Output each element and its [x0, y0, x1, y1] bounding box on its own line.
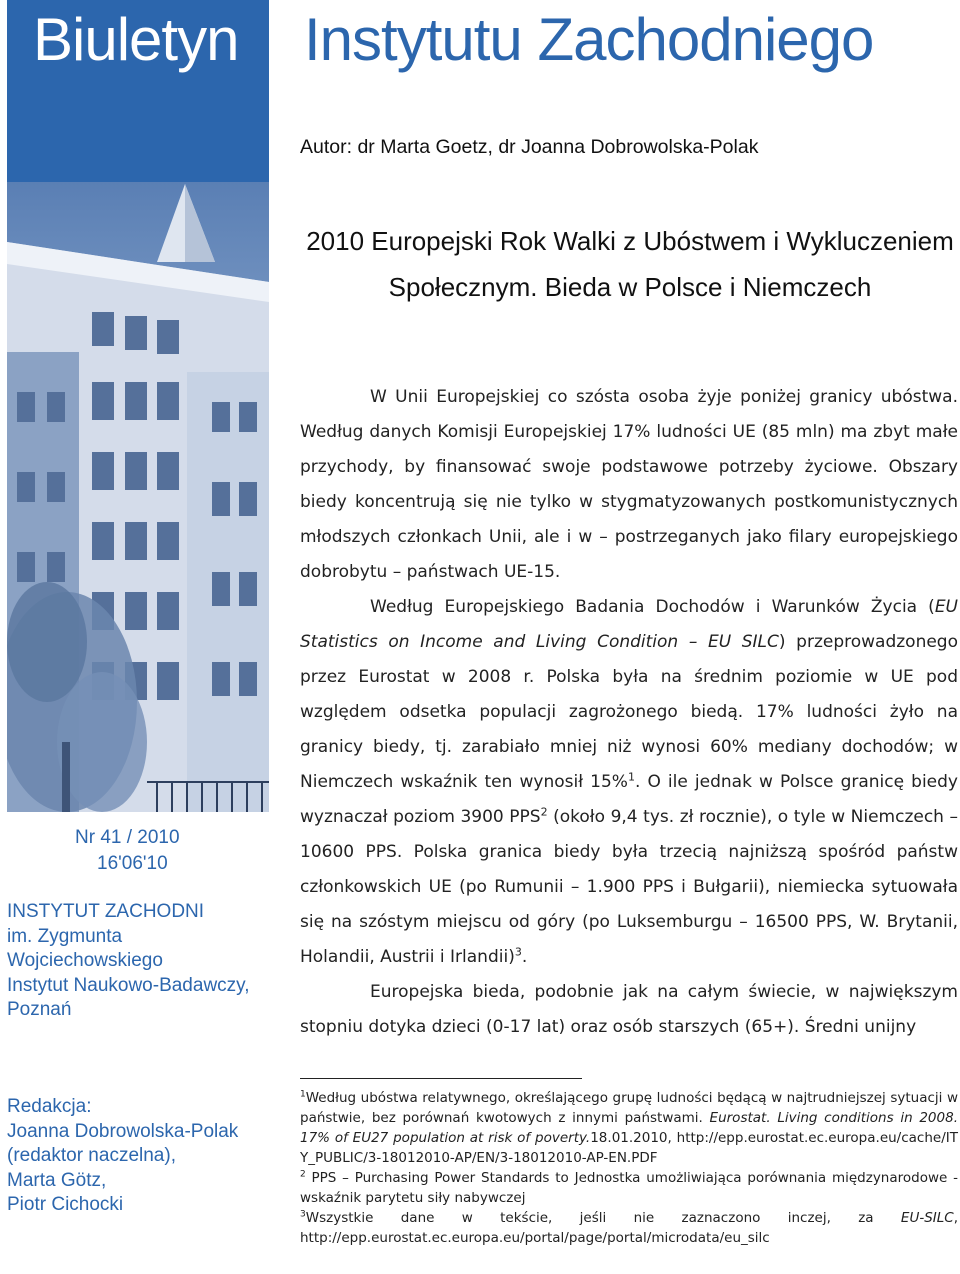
institute-line: im. Zygmunta — [7, 925, 123, 947]
building-illustration — [7, 182, 269, 812]
footnote-2-text: PPS – Purchasing Power Standards to Jednostka umożliwiająca porównania międzynarodowe - wskaźnik parytetu siły nabywczej — [300, 1170, 958, 1206]
article-author: Autor: dr Marta Goetz, dr Joanna Dobrowolska-Polak — [300, 136, 759, 158]
paragraph-2 — [300, 590, 958, 975]
issue-date: 16'06'10 — [97, 853, 168, 874]
article-title — [300, 218, 960, 310]
footnote-ref-3[interactable]: 3 — [514, 945, 522, 959]
footnotes — [300, 1088, 958, 1248]
masthead-banner — [7, 0, 269, 182]
p2-text: Według Europejskiego Badania Dochodów i Warunków Życia ( — [370, 597, 935, 617]
footnote-ref-1[interactable]: 1 — [627, 770, 635, 784]
footnote-1 — [300, 1088, 958, 1168]
footnote-3-link[interactable]: , http://epp.eurostat.ec.europa.eu/portal/page/portal/microdata/eu_silc — [300, 1210, 958, 1246]
footnote-2-number: 2 — [300, 1169, 306, 1180]
footnote-3 — [300, 1208, 958, 1248]
p2-text: . O ile jednak w Polsce granicę biedy wyznaczał poziom 3900 PPS — [300, 772, 958, 827]
editorial-line: Piotr Cichocki — [7, 1194, 124, 1215]
masthead-word-biuletyn: Biuletyn — [33, 6, 239, 73]
editorial-line: Marta Götz, — [7, 1169, 107, 1191]
footnote-1-text: Według ubóstwa relatywnego, określającego grupę ludności będącą w najtrudniejszej sytuacji w państwie, bez porównań kwotowych z innymi państwami. — [300, 1090, 958, 1126]
footnote-3-text: Wszystkie dane w tekście, jeśli nie zaznaczono inczej, za — [305, 1210, 901, 1226]
p2-text: . — [521, 947, 528, 967]
title-line-1: 2010 Europejski Rok Walki z Ubóstwem i Wykluczeniem — [306, 226, 954, 256]
paragraph-1: W Unii Europejskiej co szósta osoba żyje poniżej granicy ubóstwa. Według danych Komisji Europejskiej 17% ludności UE (85 mln) ma zbyt małe przychody, by finansować swoje podstawowe potrzeby życiowe. Obszary biedy koncentrują się nie tylko w stygmatyzowanych postkomunistycznych młodszych członkach Unii, ale i w – postrzeganych jako filary europejskiego dobrobytu – państwach UE-15. — [300, 387, 958, 582]
footnote-1-link[interactable]: 18.01.2010, http://epp.eurostat.ec.europa.eu/cache/ITY_PUBLIC/3-18012010-AP/EN/3-18012010-AP-EN.PDF — [300, 1130, 958, 1166]
paragraph-3: Europejska bieda, podobnie jak na całym świecie, w największym stopniu dotyka dzieci (0-17 lat) oraz osób starszych (65+). Średni unijny — [300, 982, 958, 1037]
institute-info — [7, 900, 277, 1023]
issue-info — [75, 825, 275, 877]
institute-line: Wojciechowskiego — [7, 950, 163, 971]
footnote-1-source: Eurostat. Living conditions in 2008. 17% of EU27 population at risk of poverty. — [300, 1110, 958, 1146]
footnote-ref-2[interactable]: 2 — [540, 805, 548, 819]
footnote-1-number: 1 — [300, 1089, 306, 1100]
footnote-2 — [300, 1168, 958, 1208]
footnote-3-source: EU-SILC — [900, 1210, 954, 1226]
institute-line: Poznań — [7, 999, 72, 1020]
editorial-board — [7, 1095, 269, 1218]
p2-text: ) przeprowadzonego przez Eurostat w 2008 r. Polska była na średnim poziomie w UE pod względem odsetka populacji zagrożonego biedą. 17% ludności żyło na granicy biedy, tj. zarabiało mniej niż wynosi 60% mediany dochodów; w Niemczech wskaźnik ten wynosił 15% — [300, 632, 958, 792]
masthead-word-instytutu: Instytutu Zachodniego — [304, 6, 874, 73]
footnote-divider — [300, 1078, 582, 1079]
institute-line: Instytut Naukowo-Badawczy, — [7, 974, 250, 996]
p2-italic: EU Statistics on Income and Living Condition – EU SILC — [300, 597, 958, 652]
institute-line: INSTYTUT ZACHODNI — [7, 901, 205, 922]
editorial-line: Redakcja: — [7, 1096, 92, 1117]
editorial-line: (redaktor naczelna), — [7, 1145, 176, 1166]
title-line-2: Społecznym. Bieda w Polsce i Niemczech — [388, 272, 872, 302]
building-photo — [7, 182, 269, 812]
editorial-line: Joanna Dobrowolska-Polak — [7, 1120, 239, 1142]
footnote-3-number: 3 — [300, 1209, 306, 1220]
issue-number: Nr 41 / 2010 — [75, 827, 180, 848]
p2-text: (około 9,4 tys. zł rocznie), o tyle w Niemczech – 10600 PPS. Polska granica biedy była trzecią najniższą spośród państw członkowskich UE (po Rumunii – 1.900 PPS i Bułgarii), niemiecka sytuowała się na szóstym miejscu od góry (po Luksemburgu – 16500 PPS, W. Brytanii, Holandii, Austrii i Irlandii) — [300, 807, 958, 967]
article-body — [300, 380, 958, 1045]
